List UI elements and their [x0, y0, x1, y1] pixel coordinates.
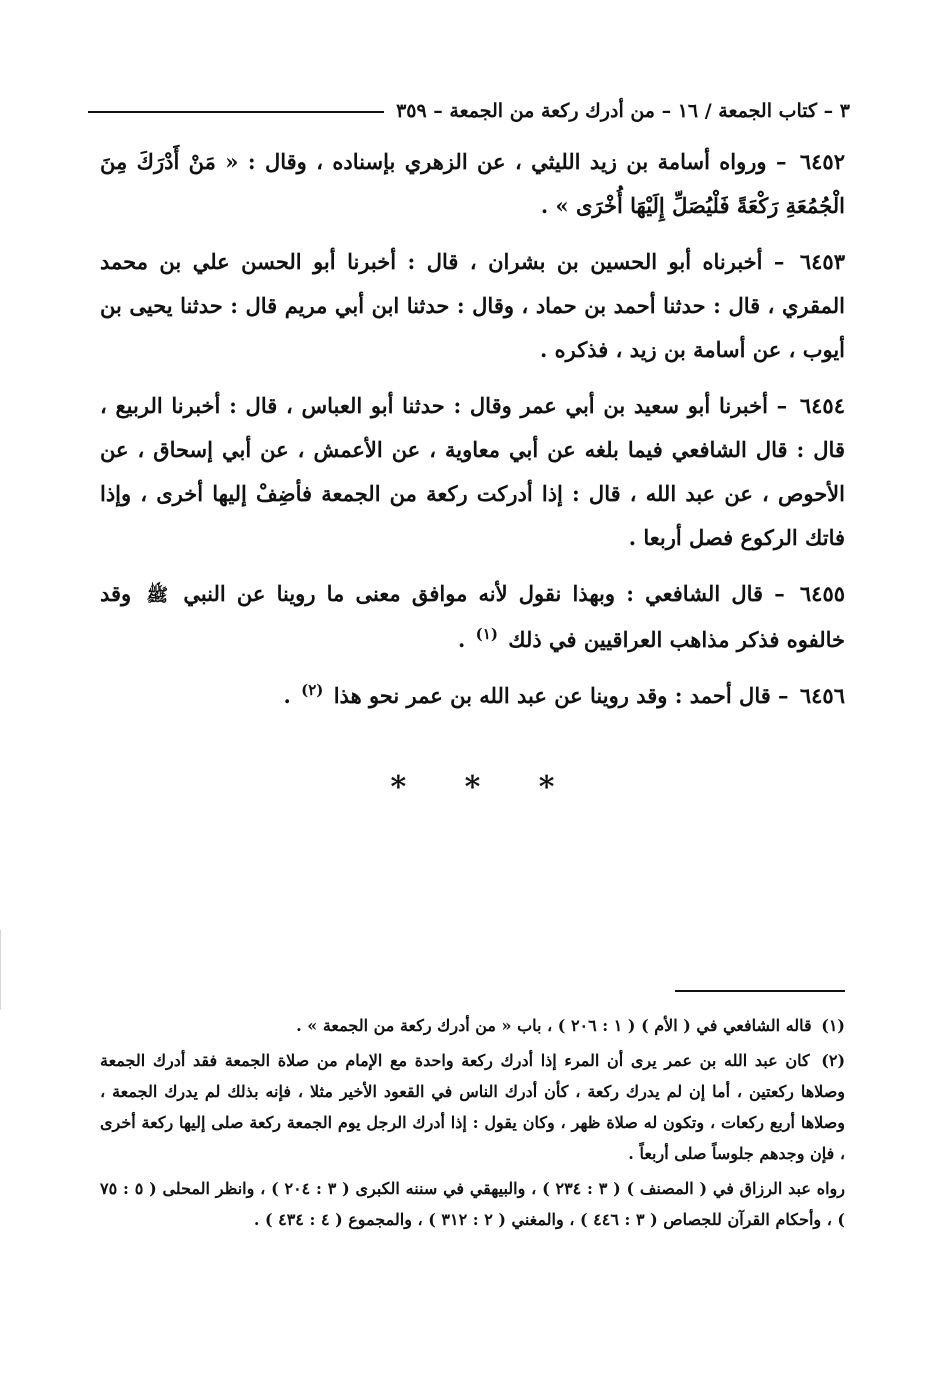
- header-title: ٣ – كتاب الجمعة / ١٦ – من أدرك ركعة من الجمعة – ٣٥٩: [396, 100, 850, 122]
- salawat-symbol: ﷺ: [146, 585, 169, 606]
- hadith-6453: [100, 240, 845, 372]
- hadith-6455: [100, 572, 845, 662]
- hadith-6452: [100, 140, 845, 228]
- footnote-2: [100, 1045, 845, 1169]
- hadith-number: ٦٤٥٦: [799, 683, 845, 708]
- footnote-text: كان عبد الله بن عمر يرى أن المرء إذا أدرك ركعة واحدة مع الإمام من صلاة الجمعة فقد أدرك الجمعة وصلاها ركعتين ، أما إن لم يدرك ركعة ، كأن أدرك الناس في القعود الأخير مثلا ، فإنه بذلك لم يدرك الجمعة ، وصلاها أربع ركعات ، وتكون له صلاة ظهر ، وكان يقول : إذا أدرك الرجل يوم الجمعة ركعة صلى إليها ركعة أخرى ، فإن وجدهم جلوساً صلى أربعاً .: [100, 1051, 846, 1163]
- footnote-2-sources: [100, 1173, 845, 1235]
- scan-edge-mark: [0, 930, 9, 1010]
- hadith-text: – ورواه أسامة بن زيد الليثي ، عن الزهري بإسناده ، وقال : « مَنْ أَدْرَكَ مِنَ الْجُمُعَةِ رَكْعَةً فَلْيُصَلِّ إِلَيْهَا أُخْرَى » .: [100, 149, 845, 218]
- hadith-number: ٦٤٥٤: [799, 393, 845, 418]
- sentence-end: .: [458, 627, 466, 652]
- footnote-text: رواه عبد الرزاق في ( المصنف ) ( ٣ : ٢٣٤ ) ، والبيهقي في سننه الكبرى ( ٣ : ٢٠٤ ) ، وانظر المحلى ( ٥ : ٧٥ ) ، وأحكام القرآن للجصاص ( ٣ : ٤٤٦ ) ، والمغني ( ٢ : ٣١٢ ) ، والمجموع ( ٤ : ٤٣٤ ) .: [100, 1179, 846, 1229]
- footnote-ref-1[interactable]: (١): [475, 625, 498, 643]
- footnote-1: [100, 1010, 845, 1041]
- hadith-number: ٦٤٥٣: [799, 249, 845, 274]
- separator-star: *: [464, 770, 481, 805]
- hadith-6454: [100, 384, 845, 560]
- section-separator: [0, 770, 945, 805]
- header-rule: [88, 111, 384, 113]
- hadith-text: – أخبرناه أبو الحسين بن بشران ، قال : أخبرنا أبو الحسن علي بن محمد المقري ، قال : حدثنا أحمد بن حماد ، وقال : حدثنا ابن أبي مريم قال : حدثنا يحيى بن أيوب ، عن أسامة بن زيد ، فذكره .: [100, 249, 845, 362]
- running-header: [88, 78, 850, 122]
- main-text: [100, 140, 845, 730]
- footnote-rule: [675, 990, 845, 992]
- footnote-text: قاله الشافعي في ( الأم ) ( ١ : ٢٠٦ ) ، باب « من أدرك ركعة من الجمعة » .: [296, 1016, 812, 1035]
- separator-star: *: [538, 770, 555, 805]
- hadith-number: ٦٤٥٢: [799, 149, 845, 174]
- hadith-text-part-b: وقد خالفوه فذكر مذاهب العراقيين في ذلك: [100, 581, 845, 652]
- sentence-end: .: [283, 683, 291, 708]
- hadith-text: – قال أحمد : وقد روينا عن عبد الله بن عمر نحو هذا: [333, 683, 789, 708]
- footnote-label: (٢): [821, 1051, 846, 1070]
- footnote-label: (١): [821, 1016, 845, 1035]
- footnotes: [100, 1010, 845, 1239]
- separator-star: *: [390, 770, 407, 805]
- hadith-6456: [100, 674, 845, 718]
- hadith-text: – أخبرنا أبو سعيد بن أبي عمر وقال : حدثنا أبو العباس ، قال : أخبرنا الربيع ، قال : قال الشافعي فيما بلغه عن أبي معاوية ، عن الأعمش ، عن أبي إسحاق ، عن الأحوص ، عن عبد الله ، قال : إذا أدركت ركعة من الجمعة فأضِفْ إليها أخرى ، وإذا فاتك الركوع فصل أربعا .: [100, 393, 845, 550]
- hadith-number: ٦٤٥٥: [799, 581, 846, 606]
- footnote-ref-2[interactable]: (٢): [301, 681, 324, 699]
- hadith-text-part-a: – قال الشافعي : وبهذا نقول لأنه موافق معنى ما روينا عن النبي: [183, 581, 785, 606]
